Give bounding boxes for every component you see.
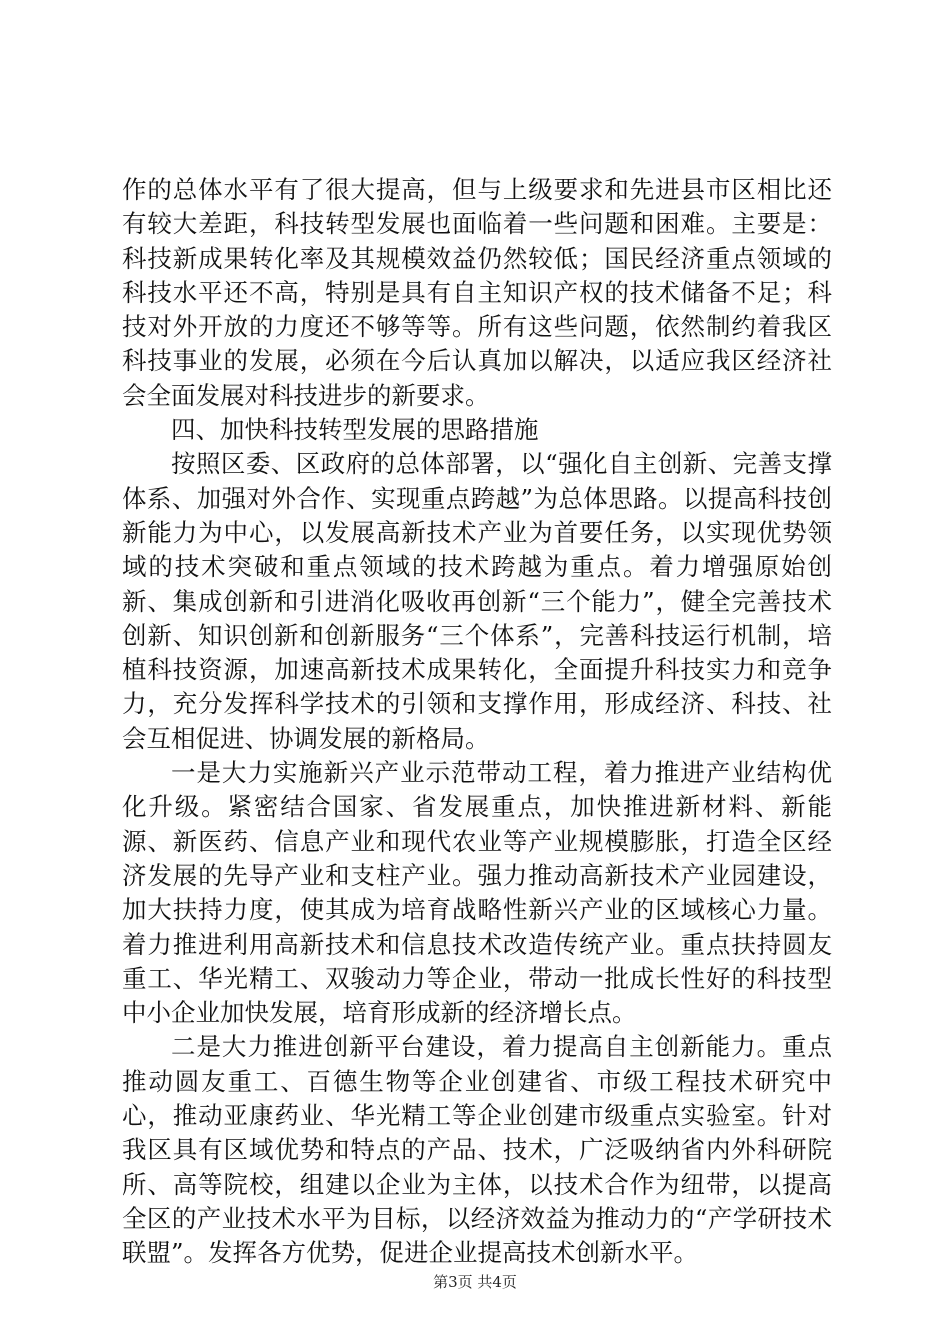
- body-text: [122, 173, 832, 1271]
- page-number-label: 第3页 共4页: [433, 1273, 517, 1291]
- page-footer: [0, 1272, 950, 1292]
- paragraph: 按照区委、区政府的总体部署，以“强化自主创新、完善支撑体系、加强对外合作、实现重点跨越”为总体思路。以提高科技创新能力为中心，以发展高新技术产业为首要任务，以实现优势领域的技术突破和重点领域的技术跨越为重点。着力增强原始创新、集成创新和引进消化吸收再创新“三个能力”，健全完善技术创新、知识创新和创新服务“三个体系”，完善科技运行机制，培植科技资源，加速高新技术成果转化，全面提升科技实力和竞争力，充分发挥科学技术的引领和支撑作用，形成经济、科技、社会互相促进、协调发展的新格局。: [122, 449, 832, 753]
- paragraph-continuation: 作的总体水平有了很大提高，但与上级要求和先进县市区相比还有较大差距，科技转型发展也面临着一些问题和困难。主要是：科技新成果转化率及其规模效益仍然较低；国民经济重点领域的科技水平还不高，特别是具有自主知识产权的技术储备不足；科技对外开放的力度还不够等等。所有这些问题，依然制约着我区科技事业的发展，必须在今后认真加以解决，以适应我区经济社会全面发展对科技进步的新要求。: [122, 175, 832, 410]
- section-heading: 四、加快科技转型发展的思路措施: [171, 415, 539, 445]
- paragraph: 二是大力推进创新平台建设，着力提高自主创新能力。重点推动圆友重工、百德生物等企业创建省、市级工程技术研究中心，推动亚康药业、华光精工等企业创建市级重点实验室。针对我区具有区域优势和特点的产品、技术，广泛吸纳省内外科研院所、高等院校，组建以企业为主体，以技术合作为纽带，以提高全区的产业技术水平为目标，以经济效益为推动力的“产学研技术联盟”。发挥各方优势，促进企业提高技术创新水平。: [122, 1032, 832, 1268]
- paragraph: 一是大力实施新兴产业示范带动工程，着力推进产业结构优化升级。紧密结合国家、省发展重点，加快推进新材料、新能源、新医药、信息产业和现代农业等产业规模膨胀，打造全区经济发展的先导产业和支柱产业。强力推动高新技术产业园建设，加大扶持力度，使其成为培育战略性新兴产业的区域核心力量。着力推进利用高新技术和信息技术改造传统产业。重点扶持圆友重工、华光精工、双骏动力等企业，带动一批成长性好的科技型中小企业加快发展，培育形成新的经济增长点。: [122, 758, 832, 1028]
